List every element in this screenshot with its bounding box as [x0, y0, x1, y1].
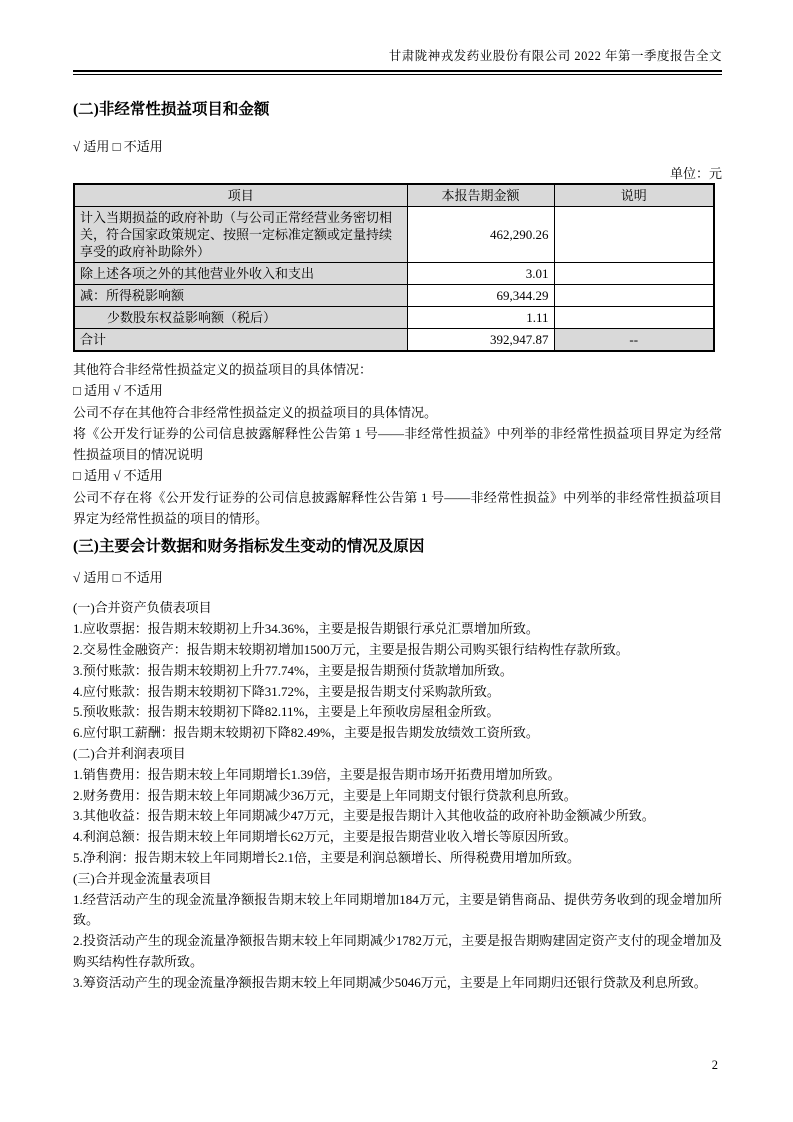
- change-item: 4.应付账款：报告期末较期初下降31.72%，主要是报告期支付采购款所致。: [73, 683, 500, 699]
- change-item: 2.交易性金融资产：报告期末较期初增加1500万元，主要是报告期公司购买银行结构性存款所致。: [73, 641, 629, 657]
- change-item: 1.经营活动产生的现金流量净额报告期末较上年同期增加184万元，主要是销售商品、提供劳务收到的现金增加所致。: [73, 891, 722, 928]
- nonrecurring-notes: [73, 359, 722, 529]
- applicability-line: √ 适用 □ 不适用: [73, 139, 163, 154]
- table-cell-note: [554, 263, 714, 285]
- change-item: 2.投资活动产生的现金流量净额报告期末较上年同期减少1782万元，主要是报告期购建固定资产支付的现金增加及购买结构性存款所致。: [73, 933, 722, 969]
- unit-label: 单位：元: [669, 166, 722, 181]
- table-cell-note: --: [554, 329, 714, 352]
- table-header-item: 项目: [74, 184, 407, 207]
- changes-explanation-block: [73, 598, 722, 993]
- table-header-row: [74, 184, 714, 207]
- change-item: 5.净利润：报告期末较上年同期增长2.1倍，主要是利润总额增长、所得税费用增加所致。: [73, 849, 581, 865]
- table-row: [74, 263, 714, 285]
- table-cell-amount: 392,947.87: [407, 329, 554, 352]
- change-item: 1.销售费用：报告期末较上年同期增长1.39倍，主要是报告期市场开拓费用增加所致。: [73, 766, 561, 782]
- table-row: [74, 307, 714, 329]
- subsection-heading: (三)合并现金流量表项目: [73, 870, 212, 886]
- note-line: 将《公开发行证券的公司信息披露解释性公告第 1 号——非经常性损益》中列举的非经常性损益项目界定为经常性损益项目的情况说明: [73, 425, 722, 463]
- change-item: 3.筹资活动产生的现金流量净额报告期末较上年同期减少5046万元，主要是上年同期归还银行贷款及利息所致。: [73, 974, 707, 990]
- note-line: 公司不存在将《公开发行证券的公司信息披露解释性公告第 1 号——非经常性损益》中列举的非经常性损益项目界定为经常性损益的项目的情形。: [73, 489, 722, 527]
- page-number: 2: [711, 1058, 718, 1072]
- applicability-line: √ 适用 □ 不适用: [73, 570, 163, 586]
- table-cell-amount: 69,344.29: [407, 285, 554, 307]
- table-row: [74, 285, 714, 307]
- note-line: 公司不存在其他符合非经常性损益定义的损益项目的具体情况。: [73, 404, 438, 420]
- note-line: 其他符合非经常性损益定义的损益项目的具体情况：: [73, 362, 373, 377]
- header-divider: [73, 70, 722, 75]
- table-header-amount: 本报告期金额: [407, 184, 554, 207]
- table-cell-amount: 3.01: [407, 263, 554, 285]
- table-cell-note: [554, 285, 714, 307]
- subsection-heading: (一)合并资产负债表项目: [73, 600, 212, 616]
- table-cell-amount: 1.11: [407, 307, 554, 329]
- section-title-changes: (三)主要会计数据和财务指标发生变动的情况及原因: [73, 538, 425, 556]
- subsection-heading: (二)合并利润表项目: [73, 745, 186, 761]
- table-cell-note: [554, 207, 714, 263]
- change-item: 3.预付账款：报告期末较期初上升77.74%，主要是报告期预付货款增加所致。: [73, 662, 513, 678]
- document-header-title: 甘肃陇神戎发药业股份有限公司 2022 年第一季度报告全文: [388, 49, 722, 63]
- table-header-note: 说明: [554, 184, 714, 207]
- change-item: 1.应收票据：报告期末较期初上升34.36%，主要是报告期银行承兑汇票增加所致。: [73, 621, 539, 637]
- table-cell-item: 减：所得税影响额: [74, 285, 407, 307]
- change-item: 6.应付职工薪酬：报告期末较期初下降82.49%，主要是报告期发放绩效工资所致。: [73, 725, 539, 741]
- table-cell-item: 除上述各项之外的其他营业外收入和支出: [74, 263, 407, 285]
- nonrecurring-items-table: [73, 183, 715, 352]
- change-item: 4.利润总额：报告期末较上年同期增长62万元，主要是报告期营业收入增长等原因所致。: [73, 829, 577, 845]
- table-cell-note: [554, 307, 714, 329]
- table-cell-item: 少数股东权益影响额（税后）: [74, 307, 407, 329]
- table-cell-item: 合计: [74, 329, 407, 352]
- change-item: 5.预收账款：报告期末较期初下降82.11%，主要是上年预收房屋租金所致。: [73, 704, 500, 720]
- table-row: [74, 207, 714, 263]
- change-item: 3.其他收益：报告期末较上年同期减少47万元，主要是报告期计入其他收益的政府补助金额减少所致。: [73, 808, 655, 824]
- table-row-total: [74, 329, 714, 352]
- table-cell-amount: 462,290.26: [407, 207, 554, 263]
- change-item: 2.财务费用：报告期末较上年同期减少36万元，主要是上年同期支付银行贷款利息所致。: [73, 787, 577, 803]
- applicability-line: □ 适用 √ 不适用: [73, 383, 163, 399]
- table-cell-item: 计入当期损益的政府补助（与公司正常经营业务密切相关，符合国家政策规定、按照一定标准定额或定量持续享受的政府补助除外）: [74, 207, 407, 263]
- applicability-line: □ 适用 √ 不适用: [73, 468, 163, 484]
- section-title-nonrecurring: (二)非经常性损益项目和金额: [73, 101, 270, 118]
